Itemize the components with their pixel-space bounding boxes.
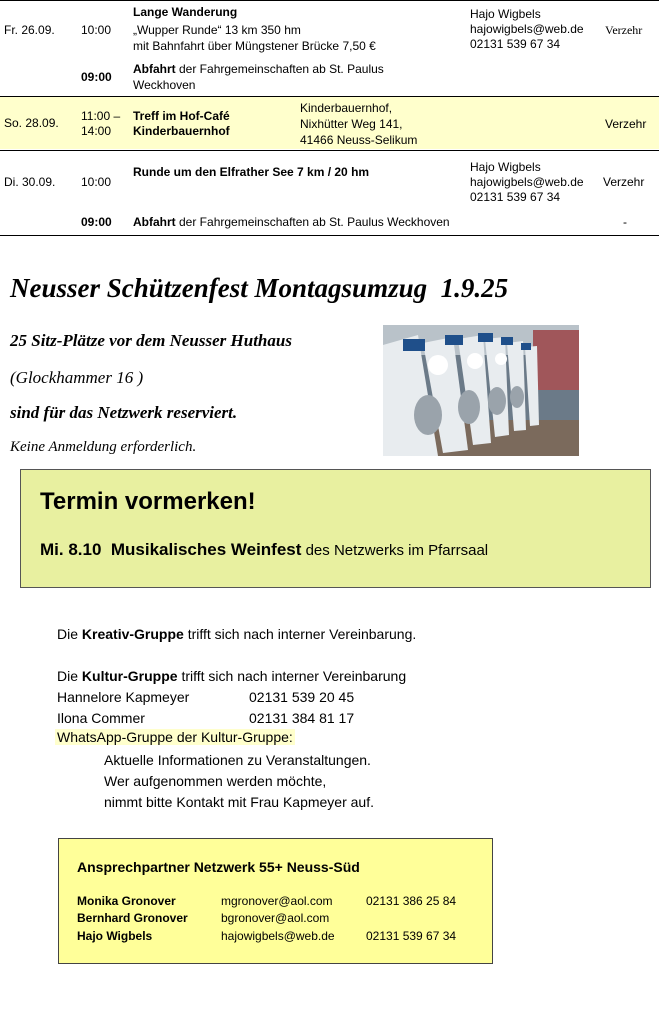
event-status: Verzehr (605, 117, 647, 131)
sub-time: 09:00 (81, 215, 112, 229)
contact-email[interactable]: hajowigbels@web.de (470, 22, 584, 36)
whatsapp-info: Aktuelle Informationen zu Veranstaltungen. (104, 752, 371, 768)
contact-phone: 02131 539 67 34 (470, 37, 561, 51)
event-address: Kinderbauernhof, (300, 101, 393, 115)
partner-box (58, 838, 493, 964)
partner-name: Hajo Wigbels (77, 929, 153, 943)
table-bottom-rule (0, 235, 659, 236)
partner-email[interactable]: bgronover@aol.com (221, 911, 330, 925)
sub-status: - (623, 215, 627, 229)
whatsapp-label: WhatsApp-Gruppe der Kultur-Gruppe: (57, 729, 293, 745)
fest-line: 25 Sitz-Plätze vor dem Neusser Huthaus (10, 331, 292, 350)
event-desc: „Wupper Runde“ 13 km 350 hm (133, 23, 301, 37)
event-status: Verzehr (603, 175, 645, 189)
whatsapp-info: Wer aufgenommen werden möchte, (104, 773, 327, 789)
event-time: 10:00 (81, 175, 112, 189)
event-date: Di. 30.09. (4, 175, 56, 189)
event-title: Lange Wanderung (133, 5, 238, 19)
partner-email[interactable]: hajowigbels@web.de (221, 929, 335, 943)
event-title: Kinderbauernhof (133, 124, 230, 138)
event-date: So. 28.09. (4, 116, 59, 130)
event-time: 14:00 (81, 124, 112, 138)
contact-phone: 02131 539 20 45 (249, 689, 355, 705)
termin-title: Termin vormerken! (40, 488, 256, 515)
contact-email[interactable]: hajowigbels@web.de (470, 175, 584, 189)
event-status: Verzehr (605, 23, 643, 37)
contact-phone: 02131 384 81 17 (249, 710, 355, 726)
termin-line: Mi. 8.10 Musikalisches Weinfest des Netzwerks im Pfarrsaal (40, 540, 489, 559)
partner-name: Monika Gronover (77, 894, 176, 908)
contact-person: Hannelore Kapmeyer (57, 689, 190, 705)
event-address: 41466 Neuss-Selikum (300, 133, 418, 147)
partner-email[interactable]: mgronover@aol.com (221, 894, 333, 908)
contact-name: Hajo Wigbels (470, 160, 541, 174)
fest-line: (Glockhammer 16 ) (10, 368, 144, 387)
contact-name: Hajo Wigbels (470, 7, 541, 21)
row-rule (0, 96, 659, 97)
fest-line: sind für das Netzwerk reserviert. (10, 403, 238, 422)
event-date: Fr. 26.09. (4, 23, 55, 37)
fest-line: Keine Anmeldung erforderlich. (10, 439, 197, 455)
fest-heading: Neusser Schützenfest Montagsumzug 1.9.25 (10, 273, 509, 303)
partner-phone: 02131 539 67 34 (366, 929, 457, 943)
sub-text: Abfahrt der Fahrgemeinschaften ab St. Paulus (133, 62, 384, 76)
contact-person: Ilona Commer (57, 710, 145, 726)
parade-photo (383, 325, 579, 456)
sub-text: Abfahrt der Fahrgemeinschaften ab St. Paulus Weckhoven (133, 215, 450, 229)
table-top-rule (0, 0, 659, 1)
event-time: 10:00 (81, 23, 112, 37)
event-desc: mit Bahnfahrt über Müngstener Brücke 7,50 € (133, 39, 376, 53)
row-rule (0, 150, 659, 151)
kultur-line: Die Kultur-Gruppe trifft sich nach interner Vereinbarung (57, 668, 407, 684)
termin-box (20, 469, 651, 588)
kreativ-line: Die Kreativ-Gruppe trifft sich nach interner Vereinbarung. (57, 626, 417, 642)
event-address: Nixhütter Weg 141, (300, 117, 403, 131)
event-title: Treff im Hof-Café (133, 109, 230, 123)
partner-name: Bernhard Gronover (77, 911, 188, 925)
sub-text: Weckhoven (133, 78, 196, 92)
contact-phone: 02131 539 67 34 (470, 190, 561, 204)
partner-title: Ansprechpartner Netzwerk 55+ Neuss-Süd (77, 859, 360, 875)
whatsapp-info: nimmt bitte Kontakt mit Frau Kapmeyer auf. (104, 794, 374, 810)
event-time: 11:00 – (81, 109, 121, 123)
sub-time: 09:00 (81, 70, 112, 84)
partner-phone: 02131 386 25 84 (366, 894, 457, 908)
event-title: Runde um den Elfrather See 7 km / 20 hm (133, 165, 370, 179)
